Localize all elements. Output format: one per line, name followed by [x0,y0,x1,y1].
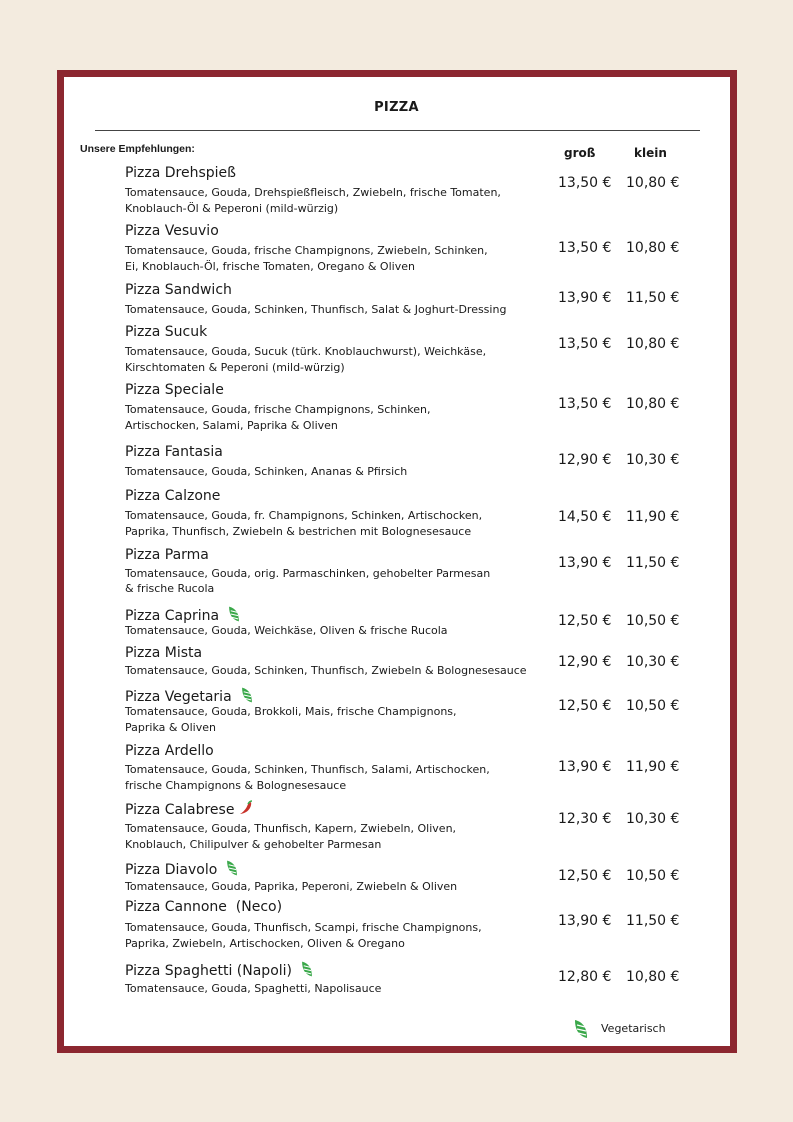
chili-icon [237,800,253,820]
price-gross: 12,90 € [558,452,612,468]
price-gross: 13,50 € [558,396,612,412]
price-gross: 12,50 € [558,613,612,629]
price-klein: 10,30 € [626,452,680,468]
price-klein: 11,90 € [626,509,680,525]
menu-item-name-text: Pizza Sandwich [125,282,232,298]
menu-item-name [125,800,253,820]
price-gross: 12,50 € [558,698,612,714]
leaf-icon [300,960,314,982]
price-klein: 11,50 € [626,555,680,571]
menu-item-name [125,382,224,398]
menu-item-name-text: Pizza Vesuvio [125,223,219,239]
menu-item-name [125,282,232,298]
menu-item-name [125,223,219,239]
menu-item-name-text: Pizza Spaghetti (Napoli) [125,963,293,979]
menu-item-name [125,444,223,460]
menu-item-description: Tomatensauce, Gouda, Spaghetti, Napolisauce [125,982,382,995]
price-klein: 11,50 € [626,913,680,929]
column-header-klein: klein [634,146,667,160]
menu-item-name-text: Pizza Caprina [125,608,220,624]
menu-item-description: Tomatensauce, Gouda, orig. Parmaschinken, gehobelter Parmesan [125,567,491,580]
menu-item-name [125,743,214,759]
price-klein: 10,30 € [626,654,680,670]
price-gross: 13,90 € [558,555,612,571]
menu-item-name-text: Pizza Fantasia [125,444,223,460]
menu-item-description: Paprika & Oliven [125,721,216,734]
menu-item-description: Artischocken, Salami, Paprika & Oliven [125,419,338,432]
menu-item-description: Kirschtomaten & Peperoni (mild-würzig) [125,361,345,374]
menu-item-name [125,165,236,181]
price-klein: 10,50 € [626,698,680,714]
menu-item-name-text: Pizza Sucuk [125,324,208,340]
menu-item-description: Tomatensauce, Gouda, frische Champignons, Zwiebeln, Schinken, [125,244,488,257]
menu-item-name [125,324,207,340]
menu-item-name [125,645,202,661]
price-gross: 12,30 € [558,811,612,827]
menu-item-description: Tomatensauce, Gouda, Paprika, Peperoni, Zwiebeln & Oliven [125,880,458,893]
menu-item-description: Tomatensauce, Gouda, Schinken, Thunfisch, Zwiebeln & Bolognesesauce [125,664,527,677]
price-klein: 10,30 € [626,811,680,827]
price-gross: 12,50 € [558,868,612,884]
menu-item-description: Tomatensauce, Gouda, Schinken, Thunfisch, Salami, Artischocken, [125,763,490,776]
menu-item-description: Ei, Knoblauch-Öl, frische Tomaten, Oregano & Oliven [125,260,415,273]
menu-item-description: Tomatensauce, Gouda, Weichkäse, Oliven & frische Rucola [125,624,448,637]
leaf-icon [573,1018,589,1044]
menu-item-name [125,960,314,982]
price-gross: 13,90 € [558,290,612,306]
price-klein: 10,80 € [626,240,680,256]
menu-item-name [125,859,239,881]
menu-item-name-text: Pizza Parma [125,547,209,563]
menu-item-name [125,899,282,915]
menu-item-description: Tomatensauce, Gouda, Drehspießfleisch, Zwiebeln, frische Tomaten, [125,186,501,199]
price-klein: 10,80 € [626,175,680,191]
menu-item-description: Tomatensauce, Gouda, Schinken, Ananas & Pfirsich [125,465,408,478]
menu-item-description: frische Champignons & Bolognesesauce [125,779,347,792]
menu-item-description: Knoblauch-Öl & Peperoni (mild-würzig) [125,202,339,215]
price-gross: 13,90 € [558,913,612,929]
price-klein: 10,80 € [626,396,680,412]
menu-item-name-text: Pizza Calzone [125,488,221,504]
page-title: PIZZA [374,100,419,115]
menu-item-description: Tomatensauce, Gouda, frische Champignons, Schinken, [125,403,431,416]
price-klein: 10,50 € [626,613,680,629]
recommendations-label: Unsere Empfehlungen: [80,143,195,155]
menu-item-description: Paprika, Zwiebeln, Artischocken, Oliven & Oregano [125,937,405,950]
menu-item-description: & frische Rucola [125,582,215,595]
menu-item-name-text: Pizza Cannone (Neco) [125,899,283,915]
price-gross: 13,50 € [558,175,612,191]
menu-item-description: Tomatensauce, Gouda, Sucuk (türk. Knoblauchwurst), Weichkäse, [125,345,487,358]
price-gross: 12,90 € [558,654,612,670]
price-gross: 13,50 € [558,336,612,352]
price-klein: 10,80 € [626,969,680,985]
price-klein: 11,50 € [626,290,680,306]
price-klein: 10,50 € [626,868,680,884]
menu-item-name-text: Pizza Ardello [125,743,214,759]
menu-item-name [125,547,209,563]
leaf-icon [225,859,239,881]
column-header-gross: groß [564,146,596,160]
price-gross: 12,80 € [558,969,612,985]
price-gross: 14,50 € [558,509,612,525]
price-klein: 11,90 € [626,759,680,775]
price-gross: 13,90 € [558,759,612,775]
menu-item-description: Tomatensauce, Gouda, Brokkoli, Mais, frische Champignons, [125,705,457,718]
menu-item-description: Tomatensauce, Gouda, Thunfisch, Scampi, frische Champignons, [125,921,482,934]
title-divider [95,130,700,131]
menu-item-name-text: Pizza Diavolo [125,862,218,878]
menu-item-description: Tomatensauce, Gouda, fr. Champignons, Schinken, Artischocken, [125,509,483,522]
menu-item-name-text: Pizza Calabrese [125,802,235,818]
menu-item-name-text: Pizza Mista [125,645,203,661]
menu-item-name-text: Pizza Drehspieß [125,165,236,181]
price-gross: 13,50 € [558,240,612,256]
menu-item-name-text: Pizza Speciale [125,382,224,398]
menu-item-description: Paprika, Thunfisch, Zwiebeln & bestrichen mit Bolognesesauce [125,525,472,538]
price-klein: 10,80 € [626,336,680,352]
menu-item-description: Tomatensauce, Gouda, Thunfisch, Kapern, Zwiebeln, Oliven, [125,822,457,835]
menu-item-name-text: Pizza Vegetaria [125,689,232,705]
legend-label: Vegetarisch [601,1022,666,1035]
menu-item-name [125,488,220,504]
menu-item-description: Tomatensauce, Gouda, Schinken, Thunfisch, Salat & Joghurt-Dressing [125,303,507,316]
menu-item-description: Knoblauch, Chilipulver & gehobelter Parmesan [125,838,382,851]
